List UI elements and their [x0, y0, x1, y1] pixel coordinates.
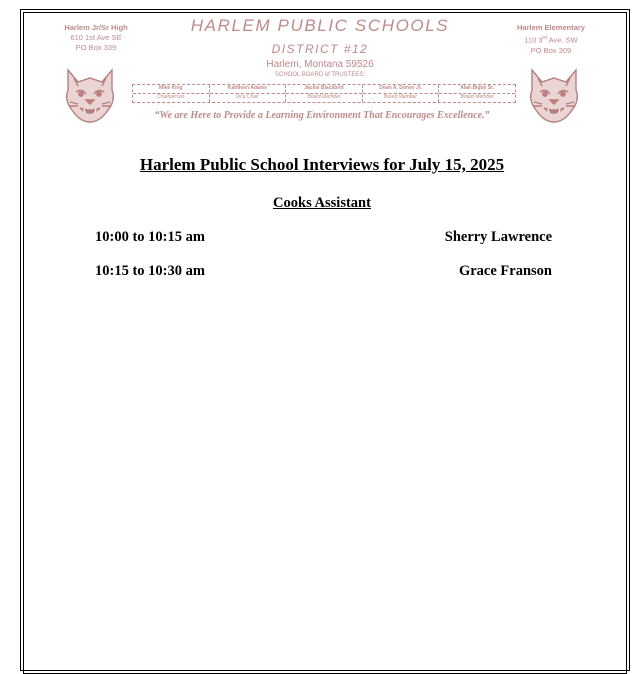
- trustee-name: Dean A. Doney Jr.: [363, 85, 439, 94]
- left-school-pobox: PO Box 339: [75, 43, 117, 52]
- left-school-info: [50, 23, 142, 53]
- position-title: Cooks Assistant: [273, 195, 371, 211]
- letterhead-city: Harlem, Montana 59526: [266, 59, 374, 70]
- interviewee-name: Sherry Lawrence: [444, 229, 552, 245]
- trustee-role: Board Member: [460, 93, 494, 100]
- wildcat-mascot-icon: [526, 66, 582, 124]
- letterhead-title: HARLEM PUBLIC SCHOOLS: [190, 16, 450, 35]
- right-school-name: Harlem Elementary: [517, 23, 585, 32]
- letterhead-district: DISTRICT #12: [271, 42, 369, 56]
- trustees-table: [132, 84, 516, 103]
- right-school-address: 110 3rd Ave. SW: [524, 35, 578, 45]
- trustee-name: Mike King: [133, 85, 209, 94]
- interview-time: 10:15 to 10:30 am: [95, 263, 205, 279]
- left-school-name: Harlem Jr/Sr High: [64, 23, 128, 32]
- trustee-name: Jackie Blackbird: [286, 85, 362, 94]
- school-motto: “We are Here to Provide a Learning Environment That Encourages Excellence.”: [154, 110, 490, 121]
- trustee-role: Board Member: [307, 93, 341, 100]
- interview-time: 10:00 to 10:15 am: [95, 229, 205, 245]
- trustee-name: Alan Bigby Sr.: [439, 85, 515, 94]
- trustee-name: Kathleen Adams: [210, 85, 286, 94]
- right-school-info: [505, 23, 597, 56]
- left-school-address: 610 1st Ave SE: [70, 33, 122, 42]
- trustee-cell: [439, 85, 515, 102]
- trustee-role: Vice Chair: [235, 93, 259, 100]
- right-school-pobox: PO Box 309: [530, 45, 572, 55]
- interviewee-name: Grace Franson: [458, 263, 552, 279]
- trustee-role: Board Member: [384, 93, 418, 100]
- trustee-cell: [286, 85, 363, 102]
- trustee-cell: [210, 85, 287, 102]
- trustee-cell: [363, 85, 440, 102]
- board-label: SCHOOL BOARD of TRUSTEES:: [274, 72, 366, 78]
- document-title: Harlem Public School Interviews for July 15, 2025: [139, 155, 505, 174]
- trustee-cell: [133, 85, 210, 102]
- trustee-role: Chairperson: [157, 93, 185, 100]
